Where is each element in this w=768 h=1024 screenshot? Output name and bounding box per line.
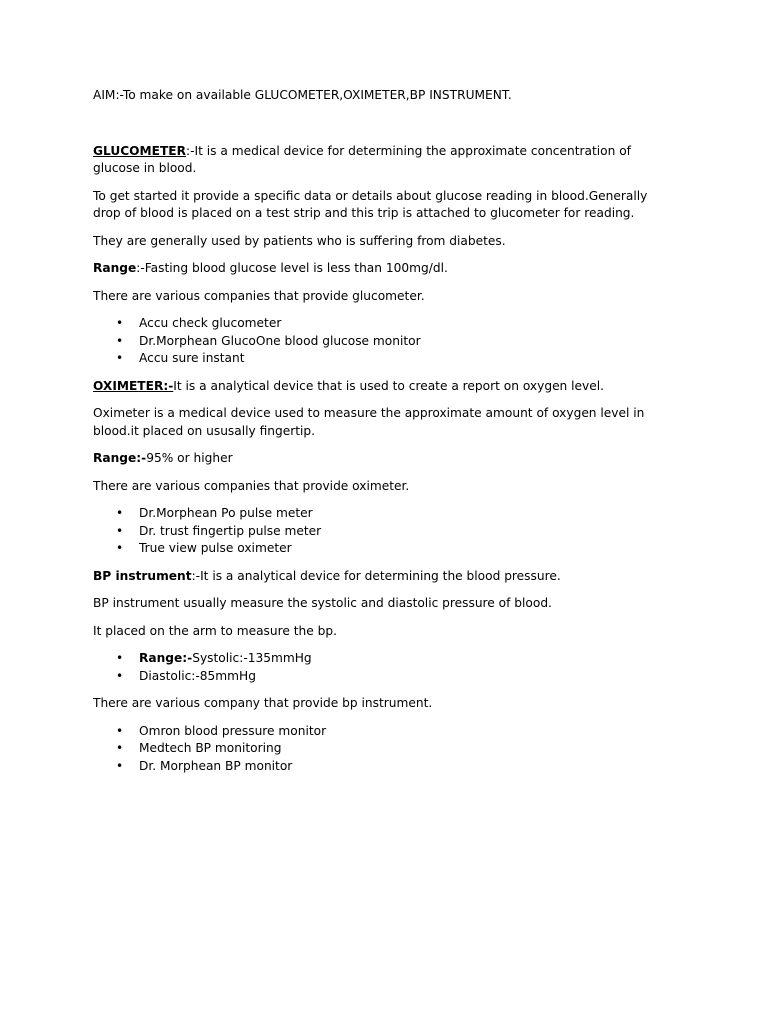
oximeter-intro-text: It is a analytical device that is used to create a report on oxygen level. [173, 378, 605, 393]
glucometer-paragraph-2: They are generally used by patients who is suffering from diabetes. [93, 233, 506, 248]
bp-intro-text: :-It is a analytical device for determining the blood pressure. [191, 568, 561, 583]
list-item-text: Accu check glucometer [139, 316, 282, 330]
bp-paragraph-1: BP instrument usually measure the systolic and diastolic pressure of blood. [93, 596, 552, 610]
glucometer-heading: GLUCOMETER [93, 143, 187, 158]
list-item [93, 740, 673, 758]
glucometer-paragraph-1: To get started it provide a specific data or details about glucose reading in blood.Generally drop of blood is placed on a test strip and this trip is attached to glucometer for reading. [93, 188, 648, 220]
list-item-text: Omron blood pressure monitor [139, 723, 327, 738]
list-item [93, 350, 673, 368]
glucometer-range-text: :-Fasting blood glucose level is less than 100mg/dl. [136, 261, 448, 275]
bullet-icon: • [116, 723, 124, 738]
bullet-icon: • [116, 758, 124, 773]
bullet-icon: • [116, 523, 124, 538]
bullet-icon: • [116, 741, 124, 755]
list-item [93, 315, 673, 333]
oximeter-companies-list [93, 505, 673, 558]
glucometer-intro-text: :-It is a medical device for determining the approximate concentration of glucose in blood. [93, 143, 631, 175]
list-item [93, 505, 673, 523]
list-item [93, 758, 673, 776]
list-item-text: Dr. Morphean BP monitor [139, 758, 293, 773]
bp-range-systolic: Systolic:-135mmHg [192, 651, 312, 665]
glucometer-intro [93, 143, 673, 178]
oximeter-companies-intro: There are various companies that provide oximeter. [93, 478, 410, 493]
bullet-icon: • [116, 506, 124, 520]
glucometer-companies-list [93, 315, 673, 368]
bp-companies-intro: There are various company that provide bp instrument. [93, 696, 433, 710]
glucometer-companies-intro: There are various companies that provide glucometer. [93, 288, 425, 303]
bp-range-label: Range:- [139, 651, 193, 665]
list-item-text: Accu sure instant [139, 351, 245, 365]
bullet-icon: • [116, 351, 124, 365]
bp-intro [93, 568, 673, 586]
list-item-text: True view pulse oximeter [139, 541, 292, 555]
document-page [93, 87, 673, 785]
oximeter-range [93, 450, 673, 468]
list-item [93, 333, 673, 351]
bp-range-diastolic: Diastolic:-85mmHg [139, 668, 256, 683]
list-item [93, 668, 673, 686]
bp-heading: BP instrument [93, 568, 192, 583]
list-item-text: Dr.Morphean GlucoOne blood glucose monitor [139, 333, 421, 348]
list-item [93, 540, 673, 558]
bullet-icon: • [116, 651, 124, 665]
bullet-icon: • [116, 668, 124, 683]
list-item [93, 650, 673, 668]
bp-companies-list [93, 723, 673, 776]
oximeter-heading: OXIMETER:- [93, 378, 174, 393]
list-item-text: Medtech BP monitoring [139, 741, 282, 755]
oximeter-range-label: Range:- [93, 451, 147, 465]
bullet-icon: • [116, 333, 124, 348]
oximeter-paragraph-1: Oximeter is a medical device used to measure the approximate amount of oxygen level in blood.it placed on ususally fingertip. [93, 406, 645, 438]
bullet-icon: • [116, 316, 124, 330]
oximeter-intro [93, 378, 673, 396]
list-item-text: Dr. trust fingertip pulse meter [139, 523, 322, 538]
oximeter-range-text: 95% or higher [146, 451, 233, 465]
aim-line: AIM:-To make on available GLUCOMETER,OXIMETER,BP INSTRUMENT. [93, 88, 512, 102]
bp-paragraph-2: It placed on the arm to measure the bp. [93, 623, 337, 638]
glucometer-range [93, 260, 673, 278]
list-item-text: Dr.Morphean Po pulse meter [139, 506, 313, 520]
list-item [93, 523, 673, 541]
glucometer-range-label: Range [93, 261, 137, 275]
bp-range-list [93, 650, 673, 685]
list-item [93, 723, 673, 741]
bullet-icon: • [116, 541, 124, 555]
